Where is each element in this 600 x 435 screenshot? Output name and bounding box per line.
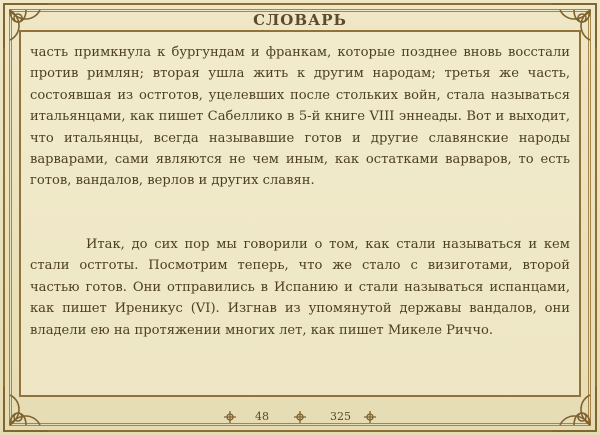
page-title: СЛОВАРЬ (253, 11, 347, 29)
knot-ornament-icon (363, 410, 377, 424)
paragraph-2: Итак, до сих пор мы говорили о том, как стали называться и кем стали остготы. Посмотрим теперь, что же стало с визиготами, второй частью готов. Они отправились в Испанию и стали называться испанцами, как пишет Иреникус (VI). Изгнав из упомянутой державы вандалов, они владели ею на протяжении многих лет, как пишет Микеле Риччо. (30, 237, 570, 338)
page-footer (0, 408, 600, 426)
page-number-right: 325 (330, 410, 351, 423)
knot-ornament-icon (293, 410, 307, 424)
knot-ornament-icon (223, 410, 237, 424)
page-number-left: 48 (255, 410, 269, 423)
paragraph-1: часть примкнула к бургундам и франкам, которые позднее вновь восстали против римлян; вторая ушла жить к другим народам; третья же часть, состоявшая из остготов, уцелевших после стольких войн, стала называться итальянцами, как пишет Сабеллико в 5-й книге VIII эннеады. Вот и выходит, что итальянцы, всегда называвшие готов и другие славянские народы варварами, сами являются не чем иным, как остатками варваров, то есть готов, вандалов, верлов и других славян. (30, 45, 570, 189)
